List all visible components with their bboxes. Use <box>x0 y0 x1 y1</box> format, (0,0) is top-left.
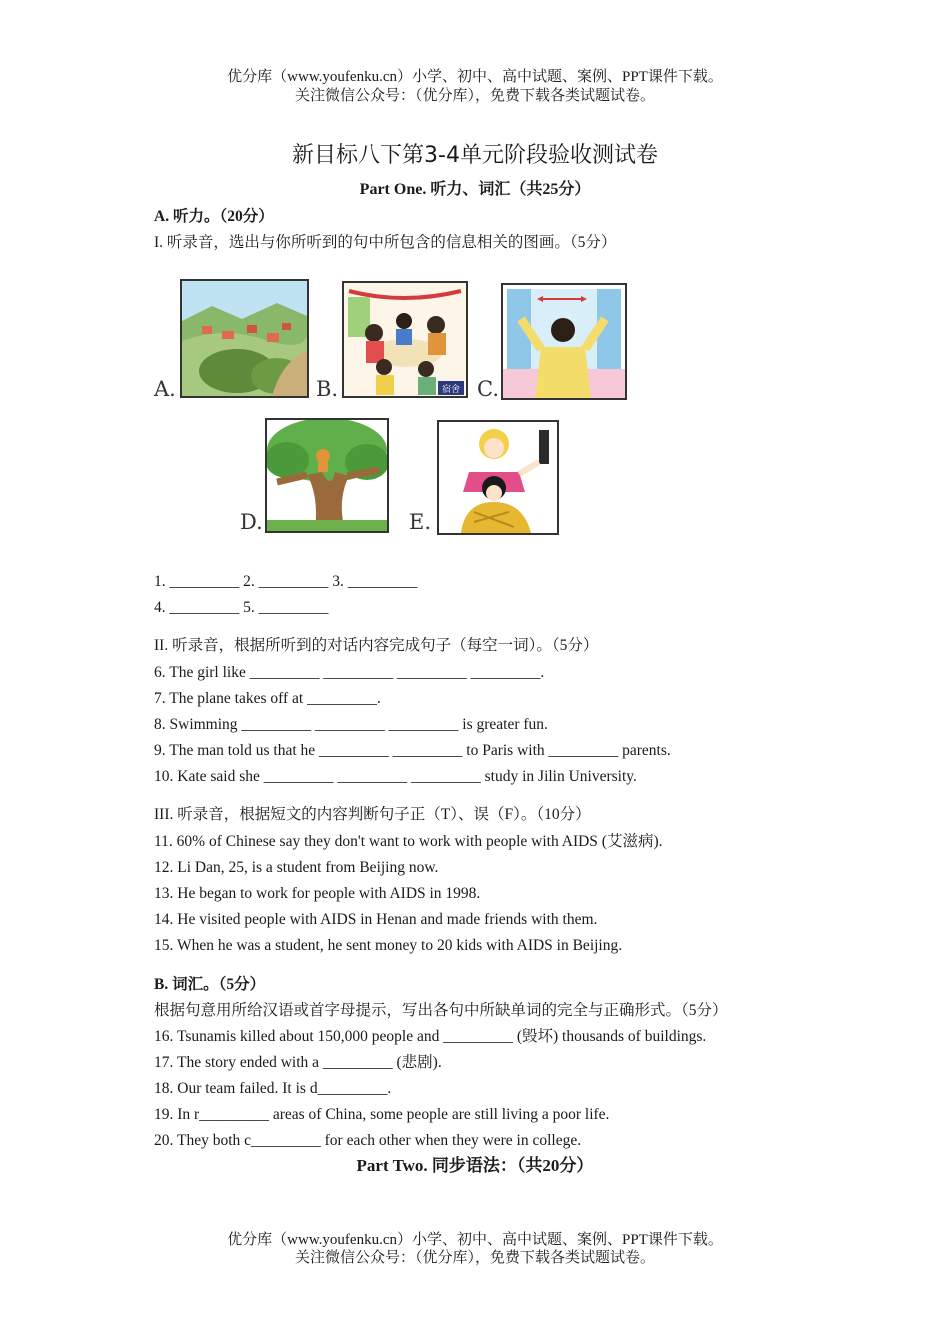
section-b-instruction: 根据句意用所给汉语或首字母提示，写出各句中所缺单词的完全与正确形式。（5分） <box>154 1002 728 1019</box>
vocab-item-17: 17. The story ended with a _________ (悲剧). <box>154 1054 442 1071</box>
part-two-heading: Part Two. 同步语法：（共20分） <box>356 1156 594 1175</box>
picture-b-dining <box>342 281 468 398</box>
q2-item-8: 8. Swimming _________ _________ _________ is greater fun. <box>154 716 548 733</box>
picture-a-village <box>180 279 309 398</box>
dorm-sign: 宿舍 <box>441 385 461 395</box>
q3-item-14: 14. He visited people with AIDS in Henan and made friends with them. <box>154 911 598 928</box>
q3-item-12: 12. Li Dan, 25, is a student from Beijing now. <box>154 859 439 876</box>
q1-instruction: I. 听录音，选出与你所听到的句中所包含的信息相关的图画。（5分） <box>154 234 617 251</box>
header-line-2: 关注微信公众号：（优分库），免费下载各类试题试卷。 <box>294 88 655 104</box>
picture-e-haircut <box>437 420 559 535</box>
vocab-item-16: 16. Tsunamis killed about 150,000 people and _________ (毁坏) thousands of buildings. <box>154 1028 707 1045</box>
section-b-heading: B. 词汇。（5分） <box>154 976 266 993</box>
q1-answer-line-1: 1. _________ 2. _________ 3. _________ <box>154 573 418 590</box>
picture-label-d: D. <box>240 510 263 534</box>
footer-line-1: 优分库（www.youfenku.cn）小学、初中、高中试题、案例、PPT课件下载。 <box>227 1232 723 1248</box>
q2-item-10: 10. Kate said she _________ _________ _________ study in Jilin University. <box>154 768 637 785</box>
picture-label-a: A. <box>154 377 176 401</box>
q3-item-11: 11. 60% of Chinese say they don't want to work with people with AIDS (艾滋病). <box>154 833 663 850</box>
header-line-1: 优分库（www.youfenku.cn）小学、初中、高中试题、案例、PPT课件下载。 <box>227 69 723 85</box>
q2-item-6: 6. The girl like _________ _________ _________ _________. <box>154 664 545 681</box>
footer-line-2: 关注微信公众号：（优分库），免费下载各类试题试卷。 <box>294 1250 655 1266</box>
section-a-heading: A. 听力。（20分） <box>154 208 274 225</box>
picture-label-b: B. <box>316 377 339 401</box>
vocab-item-19: 19. In r_________ areas of China, some people are still living a poor life. <box>154 1106 610 1123</box>
vocab-item-18: 18. Our team failed. It is d_________. <box>154 1080 392 1097</box>
q2-item-9: 9. The man told us that he _________ _________ to Paris with _________ parents. <box>154 742 671 759</box>
picture-c-window <box>501 283 627 400</box>
q3-instruction: III. 听录音，根据短文的内容判断句子正（T）、误（F）。（10分） <box>154 806 591 823</box>
q3-item-13: 13. He began to work for people with AIDS in 1998. <box>154 885 481 902</box>
picture-d-cat-in-tree <box>265 418 389 533</box>
q2-item-7: 7. The plane takes off at _________. <box>154 690 381 707</box>
picture-label-e: E. <box>409 510 432 534</box>
page-title: 新目标八下第3-4单元阶段验收测试卷 <box>292 143 658 168</box>
picture-label-c: C. <box>477 377 499 401</box>
q3-item-15: 15. When he was a student, he sent money to 20 kids with AIDS in Beijing. <box>154 937 623 954</box>
part-one-heading: Part One. 听力、词汇（共25分） <box>359 181 591 198</box>
q1-answer-line-2: 4. _________ 5. _________ <box>154 599 329 616</box>
q2-instruction: II. 听录音，根据所听到的对话内容完成句子（每空一词）。（5分） <box>154 637 599 654</box>
vocab-item-20: 20. They both c_________ for each other when they were in college. <box>154 1132 582 1149</box>
